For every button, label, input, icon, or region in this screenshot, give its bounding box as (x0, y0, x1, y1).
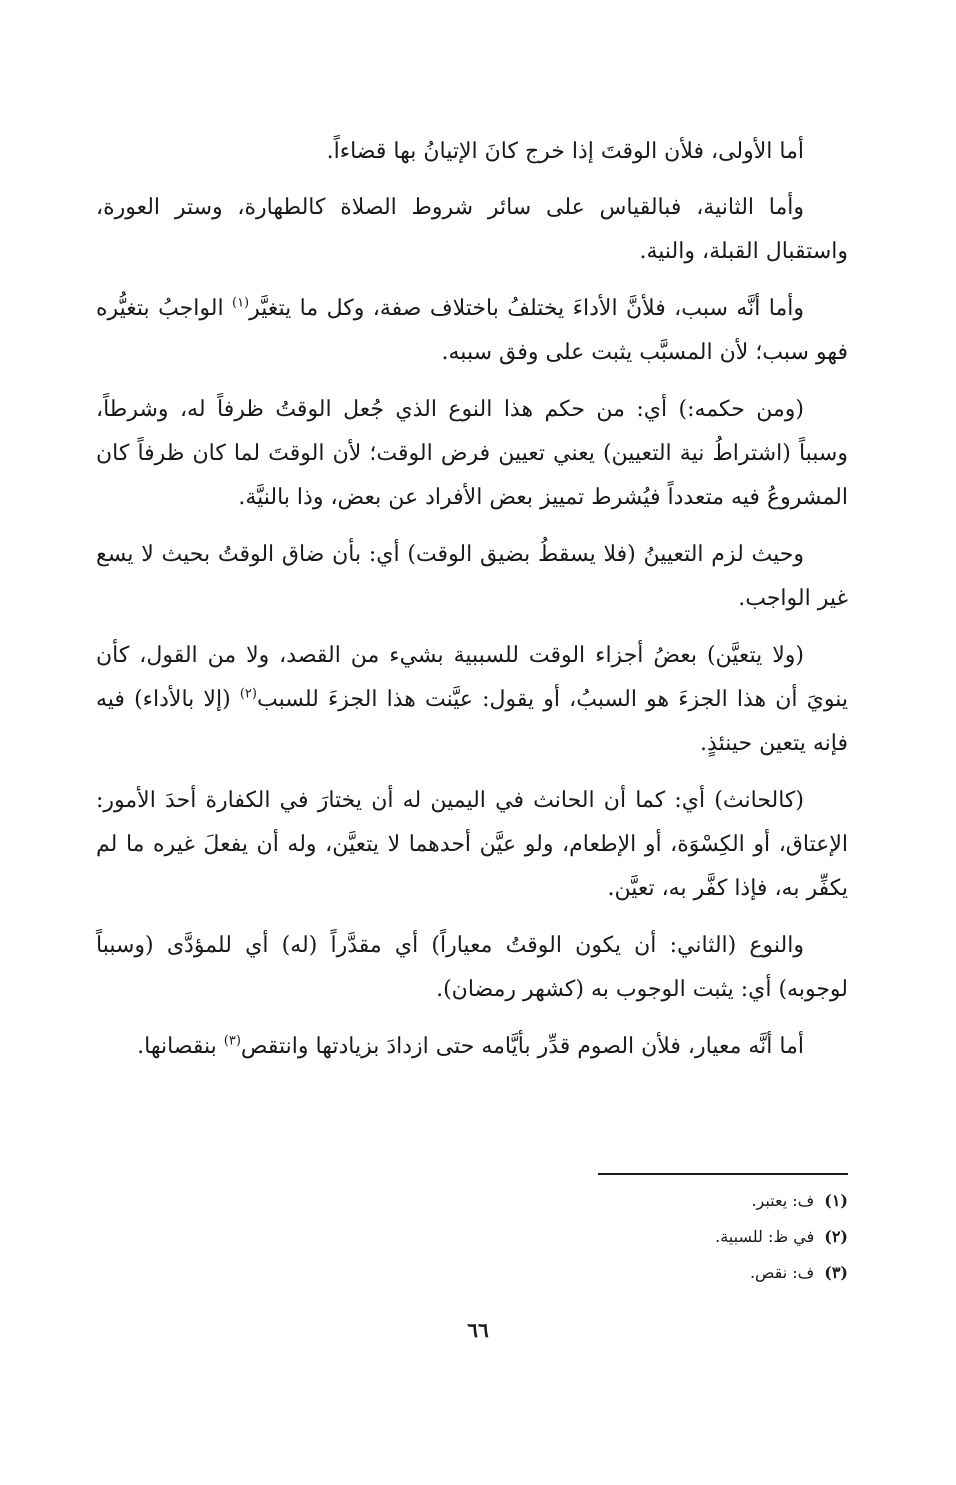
paragraph-text-continued: (إلا بالأداء) فيه فإنه يتعين حينئذٍ. (96, 687, 848, 756)
body-text (96, 130, 848, 1082)
footnote-2 (500, 1219, 848, 1255)
paragraph-9 (96, 1025, 848, 1069)
paragraph-8 (96, 924, 848, 1012)
paragraph-text: (ومن حكمه:) أي: من حكم هذا النوع الذي جُعل الوقتُ ظرفاً له، وشرطاً، وسبباً (اشتراطُ نية التعيين) يعني تعيين فرض الوقت؛ لأن الوقتَ لما كان ظرفاً كان المشروعُ فيه متعدداً فيُشرط تمييز بعض الأفراد عن بعض، وذا بالنيَّة. (96, 397, 848, 510)
paragraph-3 (96, 287, 848, 375)
footnote-text: في ظ: للسبية. (715, 1227, 815, 1246)
paragraph-text: وأما الثانية، فبالقياس على سائر شروط الصلاة كالطهارة، وستر العورة، واستقبال القبلة، والنية. (96, 195, 848, 264)
paragraph-5 (96, 533, 848, 621)
footnote-divider (598, 1173, 848, 1175)
paragraph-text: وأما أنَّه سبب، فلأنَّ الأداءَ يختلفُ باختلاف صفة، وكل ما يتغيَّر (249, 296, 804, 321)
paragraph-text: والنوع (الثاني: أن يكون الوقتُ معياراً) أي مقدَّراً (له) أي للمؤدَّى (وسبباً لوجوبه) أي: يثبت الوجوب به (كشهر رمضان). (96, 933, 848, 1002)
paragraph-4 (96, 388, 848, 520)
paragraph-text: (كالحانث) أي: كما أن الحانث في اليمين له أن يختارَ في الكفارة أحدَ الأمور: الإعتاق، أو الكِسْوَة، أو الإطعام، ولو عيَّن أحدهما لا يتعيَّن، وله أن يفعلَ غيره ما لم يكفِّر به، فإذا كفَّر به، تعيَّن. (96, 788, 848, 901)
footnote-number: (١) (824, 1191, 848, 1210)
footnote-ref-1: (١) (231, 295, 250, 311)
footnote-1 (500, 1183, 848, 1219)
paragraph-text: أما الأولى، فلأن الوقتَ إذا خرج كانَ الإتيانُ بها قضاءاً. (326, 139, 804, 164)
footnote-text: ف: نقص. (749, 1263, 815, 1282)
paragraph-text-continued: بنقصانها. (137, 1034, 224, 1059)
page-number: ٦٦ (467, 1318, 489, 1342)
paragraph-text: (ولا يتعيَّن) بعضُ أجزاء الوقت للسببية بشيء من القصد، ولا من القول، كأن ينويَ أن هذا الجزءَ هو السببُ، أو يقول: عيَّنت هذا الجزءَ للسبب (96, 643, 848, 712)
footnote-ref-3: (٣) (223, 1033, 241, 1049)
paragraph-text-continued: الواجبُ بتغيُّره فهو سبب؛ لأن المسبَّب يثبت على وفق سببه. (96, 296, 848, 365)
paragraph-text: أما أنَّه معيار، فلأن الصوم قدِّر بأيَّامه حتى ازدادَ بزيادتها وانتقص (240, 1034, 804, 1059)
footnote-ref-2: (٢) (239, 686, 257, 702)
footnote-number: (٣) (824, 1263, 848, 1282)
footnotes (500, 1183, 848, 1291)
paragraph-7 (96, 779, 848, 911)
paragraph-2 (96, 186, 848, 274)
paragraph-1 (96, 130, 848, 174)
footnote-text: ف: يعتبر. (751, 1191, 815, 1210)
footnote-number: (٢) (824, 1227, 848, 1246)
footnote-3 (500, 1255, 848, 1291)
paragraph-text: وحيث لزم التعيينُ (فلا يسقطُ بضيق الوقت) أي: بأن ضاق الوقتُ بحيث لا يسع غير الواجب. (96, 542, 848, 611)
paragraph-6 (96, 634, 848, 766)
